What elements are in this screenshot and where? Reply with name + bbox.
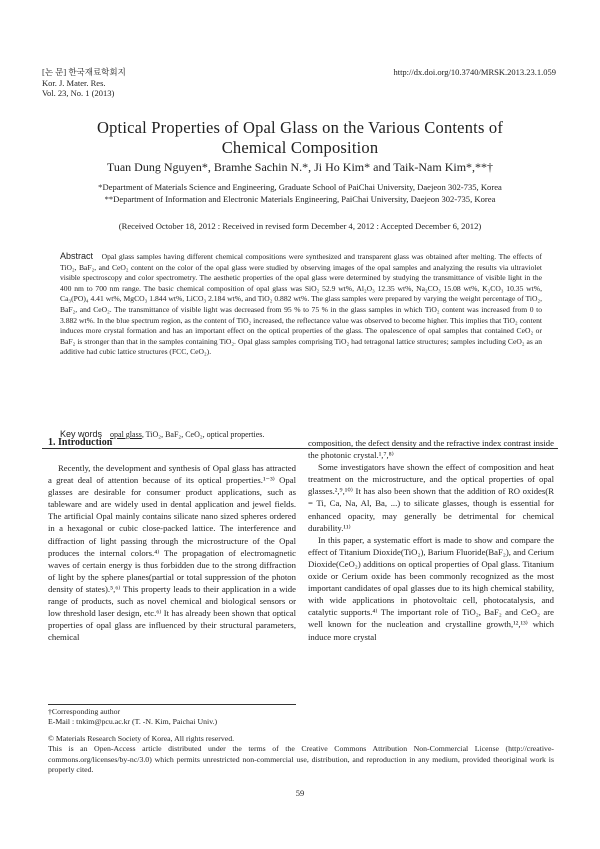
intro-paragraph-continued: composition, the defect density and the refractive index contrast inside the photonic crystal.¹,⁷,⁸⁾ [308,438,554,461]
keyword-opal-glass: opal glass [110,430,142,439]
section-heading-introduction: 1. Introduction [48,437,113,448]
license-notice: This is an Open-Access article distributed under the terms of the Creative Commons Attribution Non-Commercial License (http://creative-commons.org/licenses/by-nc/3.0) which permits unrestricted non-commercial use, distribution, and reproduction in any medium, provided theoriginal work is properly cited. [48,744,554,775]
title-line-2: Chemical Composition [221,138,379,157]
page-number: 59 [295,788,305,798]
author-email: E-Mail : tnkim@pcu.ac.kr (T. -N. Kim, Paichai Univ.) [48,717,218,727]
affiliation-1: *Department of Materials Science and Engineering, Graduate School of PaiChai University, Daejeon 302-735, Korea [98,182,502,192]
received-dates: (Received October 18, 2012 : Received in revised form December 4, 2012 : Accepted December 6, 2012) [118,221,482,231]
abstract-text: Opal glass samples having different chemical compositions were synthesized and transparent glass was obtained after melting. The effects of TiO₂, BaF₂, and CeO₂ content on the color of the opal glass were studied by observing images of the opal samples and analyzing the results via ultraviolet visible spectroscopy and color spectrometry. The aesthetic properties of the opal glass were determined by studying the transmittance of visible light in the 400 nm to 700 nm range. The basic chemical composition of opal glass was SiO₂ 52.9 wt%, Al₂O₃ 12.35 wt%, Na₂CO₃ 15.08 wt%, K₂CO₃ 10.35 wt%, Ca₃(PO)₄ 4.41 wt%, MgCO₃ 1.844 wt%, LiCO₃ 2.184 wt%, and TiO₂ 0.882 wt%. The glass samples were prepared by varying the weight percentage of TiO₂, BaF₂, and CeO₂. The transmittance of visible light was decreased from 95 % to 75 % in the glass samples in which TiO₂ content was increased from 0 to 3.882 wt%. In the blue spectrum region, as the content of TiO₂ increased, the reflectance value was observed to become higher. This implies that TiO₂ content induces more crystal formation and has an important effect on the optical properties of the glass. The opalescence of opal samples that contained CeO₂ or BaF₂ is stronger than that in the samples containing TiO₂. Opal glass samples comprising TiO₂ had tetragonal lattice structures; samples including CeO₂ as an additive had cubic lattice structures (FCC, CeO₂). [60,252,542,357]
affiliations [40,181,560,205]
journal-volume: Vol. 23, No. 1 (2013) [42,88,115,98]
keywords-list: , TiO₂, BaF₂, CeO₂, optical properties. [141,430,265,439]
copyright-notice: © Materials Research Society of Korea, All rights reserved. [48,733,235,743]
journal-abbreviation: Kor. J. Mater. Res. [42,77,106,88]
title-line-1: Optical Properties of Opal Glass on the Various Contents of [96,118,504,137]
author-list: Tuan Dung Nguyen*, Bramhe Sachin N.*, Ji Ho Kim* and Taik-Nam Kim*,**† [106,160,494,174]
keywords-label: Key words [60,429,103,439]
journal-info [42,67,126,99]
affiliation-2: **Department of Information and Electronic Materials Engineering, PaiChai University, Daejeon 302-735, Korea [104,194,496,204]
paper-title [40,118,560,158]
right-column [308,437,554,643]
intro-paragraph-2: Some investigators have shown the effect of composition and heat treatment on the microstructure, and the optical properties of opal glasses.²,⁹,¹⁰⁾ It has also been shown that the addition of RO oxides(R = Ti, Ca, Na, Al, Ba, ...) to silicate glasses, though is essential for enhanced opacity, may generally be detrimental for chemical durability.¹¹⁾ [308,462,554,533]
intro-paragraph-3: In this paper, a systematic effort is made to show and compare the effect of Titanium Dioxide(TiO₂), Barium Fluoride(BaF₂), and Cerium Dioxide(CeO₂) additions on optical properties of Opal glass. Titanium oxide or Cerium oxide has been commonly recognized as the most important candidates of opal glasses due to its high chemical stability, with wide applications in photovoltaic cell, photocatalysis, and catalytic supports.⁴⁾ The important role of TiO₂, BaF₂ and CeO₂ are well known for the nucleation and crystalline growth,¹²,¹³⁾ which induce more crystal [308,534,554,642]
abstract-label: Abstract [60,251,94,261]
corresponding-author: †Corresponding author [48,707,121,716]
footnotes [48,707,554,775]
journal-korean-name: [논 문] 한국재료학회지 [42,67,126,77]
footnote-divider [48,704,296,705]
intro-paragraph: Recently, the development and synthesis of Opal glass has attracted a great deal of attention because of its optical properties.¹⁻³⁾ Opal glasses are desirable for consumer product applications, such as tableware and are widely used in dental application and jewel fields. The artificial Opal mainly contains silicate nano sized spheres ordered in a hexagonal or cubic close-packed lattice. The interference and diffraction of light passing through the microstructure of the Opal produces the internal colors.⁴⁾ The propagation of electromagnetic waves of certain energy is thus forbidden due to the strong diffraction of light by the sphere planes(partial or total suppression of the photon density of states).⁵,⁶⁾ This property leads to their application in a wide range of products, such as novel chemical and biological sensors or low threshold laser design, etc.⁶⁾ It has already been shown that optical properties of opal glass are influenced by their structural parameters, chemical [48,463,296,643]
doi-link[interactable]: http://dx.doi.org/10.3740/MRSK.2013.23.1.059 [393,67,556,77]
left-column [48,462,296,643]
abstract [60,251,542,358]
